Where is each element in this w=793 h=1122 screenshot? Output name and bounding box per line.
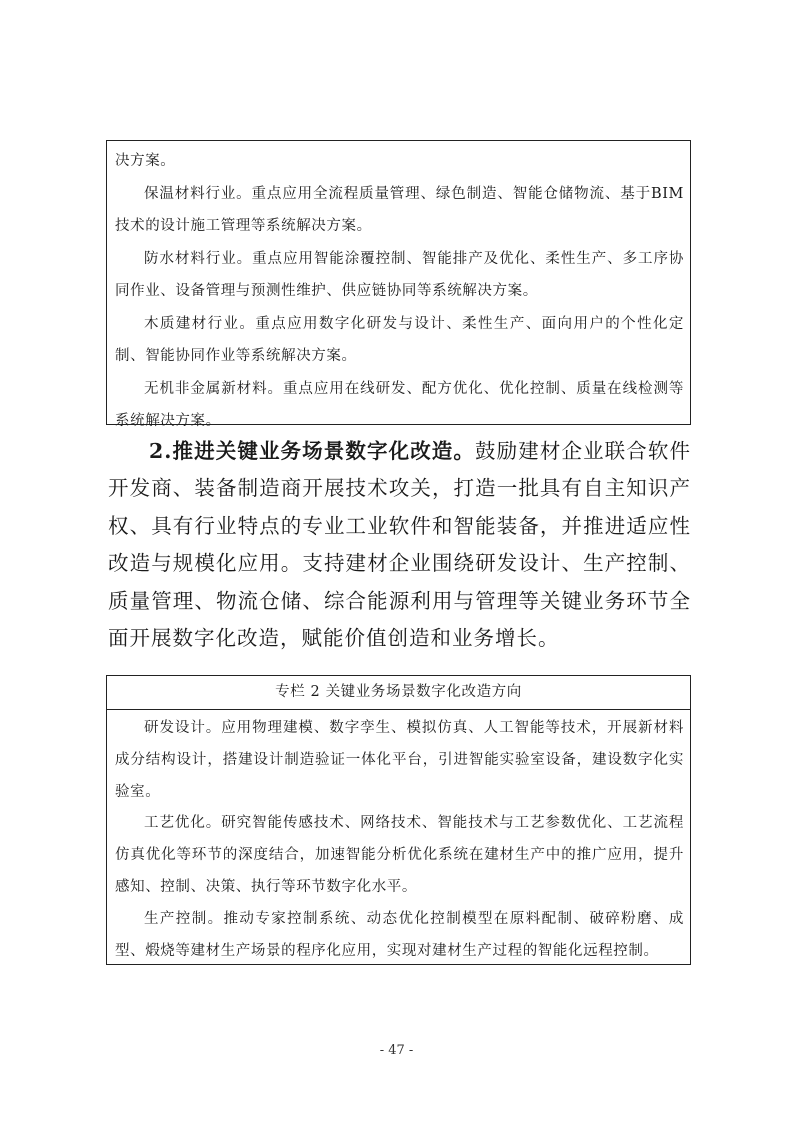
box-item-wood: 木质建材行业。重点应用数字化研发与设计、柔性生产、面向用户的个性化定制、智能协同作业等系统解决方案。: [115, 315, 684, 364]
page-number: - 47 -: [379, 1043, 414, 1058]
box-item-inorganic: 无机非金属新材料。重点应用在线研发、配方优化、优化控制、质量在线检测等系统解决方案。: [115, 380, 684, 429]
body-text: 鼓励建材企业联合软件开发商、装备制造商开展技术攻关，打造一批具有自主知识产权、具有行业特点的专业工业软件和智能装备，并推进适应性改造与规模化应用。支持建材企业围绕研发设计、生产控制、质量管理、物流仓储、综合能源利用与管理等关键业务环节全面开展数字化改造，赋能价值创造和业务增长。: [108, 439, 692, 651]
section-heading: 2.推进关键业务场景数字化改造。: [149, 439, 476, 463]
box-item-insulation: 保温材料行业。重点应用全流程质量管理、绿色制造、智能仓储物流、基于BIM 技术的设计施工管理等系统解决方案。: [115, 185, 684, 234]
body-paragraph: [108, 433, 691, 657]
industry-solutions-box: [106, 140, 691, 429]
column-box-title: 专栏 2 关键业务场景数字化改造方向: [107, 676, 690, 710]
box-line-continuation: 决方案。: [115, 153, 176, 169]
box-item-production-control: 生产控制。推动专家控制系统、动态优化控制模型在原料配制、破碎粉磨、成型、煅烧等建材生产场景的程序化应用，实现对建材生产过程的智能化远程控制。: [115, 910, 684, 959]
box-item-waterproof: 防水材料行业。重点应用智能涂覆控制、智能排产及优化、柔性生产、多工序协同作业、设备管理与预测性维护、供应链协同等系统解决方案。: [115, 250, 684, 299]
column-box-body: [107, 710, 690, 967]
box-item-process-optimization: 工艺优化。研究智能传感技术、网络技术、智能技术与工艺参数优化、工艺流程仿真优化等环节的深度结合，加速智能分析优化系统在建材生产中的推广应用，提升感知、控制、决策、执行等环节数字化水平。: [115, 815, 684, 895]
box-item-rd-design: 研发设计。应用物理建模、数字孪生、模拟仿真、人工智能等技术，开展新材料成分结构设计，搭建设计制造验证一体化平台，引进智能实验室设备，建设数字化实验室。: [115, 720, 684, 800]
column-box-2: [106, 675, 691, 965]
